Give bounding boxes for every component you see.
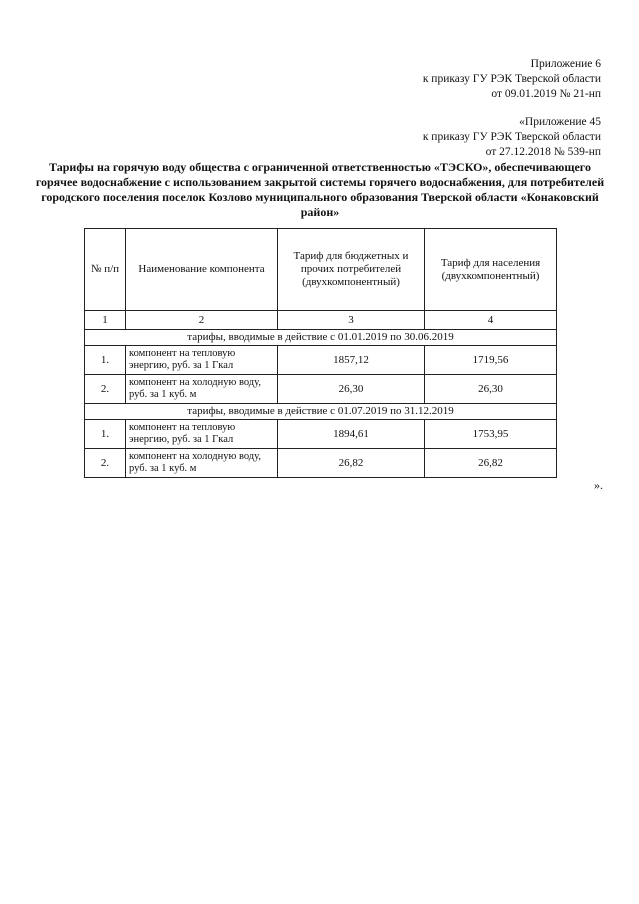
header-num: № п/п xyxy=(85,229,126,311)
table-row xyxy=(85,346,557,375)
annex-45-order: к приказу ГУ РЭК Тверской области xyxy=(422,131,601,143)
population-tariff: 26,30 xyxy=(425,375,557,404)
column-index: 3 xyxy=(278,311,425,330)
population-tariff: 1753,95 xyxy=(425,420,557,449)
period-label: тарифы, вводимые в действие с 01.07.2019 по 31.12.2019 xyxy=(85,404,557,420)
component-name: компонент на холодную воду, руб. за 1 куб. м xyxy=(126,449,278,478)
row-number: 2. xyxy=(85,375,126,404)
closing-quote: ». xyxy=(594,478,603,492)
table-row xyxy=(85,375,557,404)
tariff-table xyxy=(84,228,557,478)
budget-tariff: 1857,12 xyxy=(278,346,425,375)
row-number: 2. xyxy=(85,449,126,478)
annex-6-title: Приложение 6 xyxy=(530,58,601,70)
row-number: 1. xyxy=(85,420,126,449)
column-index-row xyxy=(85,311,557,330)
column-index: 2 xyxy=(126,311,278,330)
budget-tariff: 26,30 xyxy=(278,375,425,404)
header-budget: Тариф для бюджетных и прочих потребителей (двухкомпонентный) xyxy=(278,229,425,311)
annex-6-order: к приказу ГУ РЭК Тверской области xyxy=(422,73,601,85)
column-index: 1 xyxy=(85,311,126,330)
annex-6-date: от 09.01.2019 № 21-нп xyxy=(491,88,601,100)
component-name: компонент на тепловую энергию, руб. за 1 Гкал xyxy=(126,420,278,449)
table-header-row xyxy=(85,229,557,311)
row-number: 1. xyxy=(85,346,126,375)
budget-tariff: 1894,61 xyxy=(278,420,425,449)
period-row xyxy=(85,404,557,420)
period-row xyxy=(85,330,557,346)
annex-45-date: от 27.12.2018 № 539-нп xyxy=(485,146,601,158)
annex-6-reference xyxy=(423,57,601,102)
column-index: 4 xyxy=(425,311,557,330)
table-row xyxy=(85,449,557,478)
component-name: компонент на тепловую энергию, руб. за 1 Гкал xyxy=(126,346,278,375)
table-row xyxy=(85,420,557,449)
header-population: Тариф для населения (двухкомпонентный) xyxy=(425,229,557,311)
population-tariff: 26,82 xyxy=(425,449,557,478)
period-label: тарифы, вводимые в действие с 01.01.2019 по 30.06.2019 xyxy=(85,330,557,346)
population-tariff: 1719,56 xyxy=(425,346,557,375)
budget-tariff: 26,82 xyxy=(278,449,425,478)
document-title: Тарифы на горячую воду общества с ограниченной ответственностью «ТЭСКО», обеспечивающего горячее водоснабжение с использованием закрытой системы горячего водоснабжения, для потребителей городского поселения поселок Козлово муниципального образования Тверской области «Конаковский район» xyxy=(35,160,605,219)
annex-45-title: «Приложение 45 xyxy=(519,116,601,128)
component-name: компонент на холодную воду, руб. за 1 куб. м xyxy=(126,375,278,404)
header-name: Наименование компонента xyxy=(126,229,278,311)
annex-45-reference xyxy=(423,115,601,160)
